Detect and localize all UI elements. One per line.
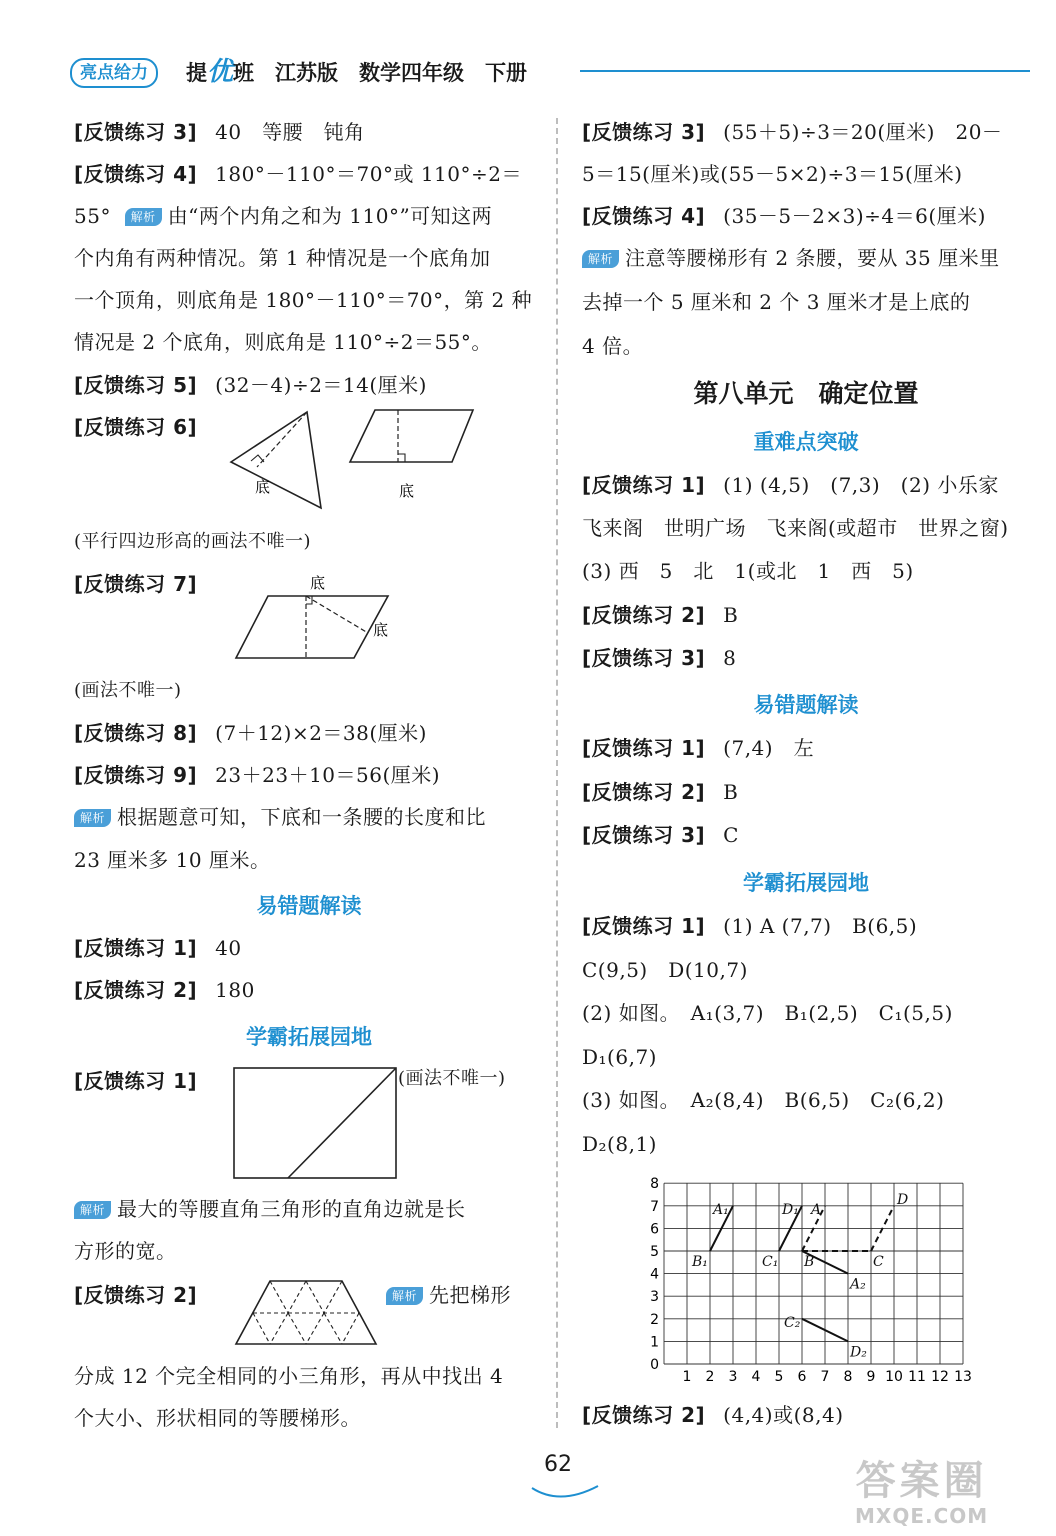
base-label: 底 bbox=[255, 478, 271, 496]
answer-line: [反馈练习 1] (7,4) 左 bbox=[582, 736, 815, 760]
answer-line: [反馈练习 9] 23＋23＋10＝56(厘米) bbox=[74, 763, 441, 787]
note-line: (画法不唯一) bbox=[398, 1068, 506, 1089]
point-label: D₂ bbox=[850, 1344, 867, 1361]
answer-line: [反馈练习 2] B bbox=[582, 780, 739, 804]
figure-heights-triangle-parallelogram bbox=[225, 408, 485, 513]
answer-line: [反馈练习 2] B bbox=[582, 603, 739, 627]
x-tick-label: 6 bbox=[797, 1369, 807, 1385]
analysis-line: 解析 最大的等腰直角三角形的直角边就是长 bbox=[74, 1194, 466, 1224]
text-line: 个大小、形状相同的等腰梯形。 bbox=[74, 1406, 361, 1430]
y-tick-label: 5 bbox=[650, 1244, 659, 1260]
y-tick-label: 2 bbox=[650, 1311, 659, 1328]
answer-line: [反馈练习 1] bbox=[74, 1069, 198, 1093]
y-tick-label: 8 bbox=[650, 1176, 659, 1193]
section-heading: 重难点突破 bbox=[753, 430, 859, 454]
column-divider bbox=[556, 118, 558, 1428]
book-title: 提优班 江苏版 数学四年级 下册 bbox=[186, 57, 528, 87]
answer-line: [反馈练习 3] (55＋5)÷3＝20(厘米) 20－ bbox=[582, 120, 1003, 144]
answer-line: [反馈练习 1] (1) (4,5) (7,3) (2) 小乐家 bbox=[582, 473, 999, 497]
x-tick-label: 13 bbox=[954, 1369, 972, 1385]
figure-rectangle-triangle bbox=[232, 1066, 398, 1180]
x-tick-label: 9 bbox=[866, 1369, 876, 1385]
text-line: 情况是 2 个底角，则底角是 110°÷2＝55°。 bbox=[74, 330, 492, 354]
x-tick-label: 12 bbox=[931, 1369, 949, 1385]
point-label: C bbox=[873, 1254, 884, 1270]
section-heading: 易错题解读 bbox=[753, 693, 859, 717]
x-tick-label: 10 bbox=[885, 1369, 903, 1385]
y-tick-label: 7 bbox=[650, 1198, 659, 1215]
y-tick-label: 4 bbox=[650, 1266, 659, 1283]
base-label: 底 bbox=[399, 482, 415, 500]
figure-trapezoid-triangles bbox=[234, 1278, 378, 1348]
text-line: C(9,5) D(10,7) bbox=[582, 958, 748, 982]
point-label: B₁ bbox=[692, 1254, 708, 1270]
point-label: C₁ bbox=[762, 1254, 779, 1270]
x-tick-label: 11 bbox=[908, 1369, 926, 1385]
text-line: (3) 如图。 A₂(8,4) B(6,5) C₂(6,2) bbox=[582, 1088, 945, 1112]
point-label: D₁ bbox=[782, 1201, 799, 1218]
x-tick-label: 5 bbox=[774, 1369, 784, 1385]
figure-parallelogram-heights bbox=[230, 570, 420, 665]
answer-line: [反馈练习 5] (32－4)÷2＝14(厘米) bbox=[74, 373, 427, 397]
x-tick-label: 2 bbox=[705, 1369, 715, 1385]
answer-line: [反馈练习 2] 180 bbox=[74, 978, 255, 1002]
page-swoosh bbox=[530, 1484, 600, 1504]
text-line: 分成 12 个完全相同的小三角形，再从中找出 4 bbox=[74, 1364, 504, 1388]
analysis-line: 解析 根据题意可知，下底和一条腰的长度和比 bbox=[74, 802, 486, 832]
point-label: A₁ bbox=[713, 1201, 729, 1218]
watermark-text: 答案圈 bbox=[855, 1458, 988, 1504]
coordinate-grid bbox=[646, 1174, 986, 1388]
point-label: A₂ bbox=[850, 1276, 866, 1293]
x-tick-label: 8 bbox=[843, 1369, 853, 1385]
page-header bbox=[70, 56, 1030, 92]
analysis-badge: 解析 bbox=[125, 208, 162, 226]
text-line: D₁(6,7) bbox=[582, 1045, 657, 1069]
text-line: (3) 西 5 北 1(或北 1 西 5) bbox=[582, 559, 914, 583]
analysis-badge: 解析 bbox=[74, 809, 111, 827]
brand-badge: 亮点给力 bbox=[70, 58, 158, 88]
answer-line: [反馈练习 6] bbox=[74, 415, 198, 439]
page-number: 62 bbox=[544, 1452, 572, 1477]
answer-line: [反馈练习 3] 8 bbox=[582, 646, 737, 670]
y-tick-label: 0 bbox=[650, 1357, 659, 1373]
text-line: 4 倍。 bbox=[582, 334, 644, 358]
text-line: (2) 如图。 A₁(3,7) B₁(2,5) C₁(5,5) bbox=[582, 1001, 953, 1025]
base-label: 底 bbox=[310, 574, 326, 592]
answer-line: [反馈练习 4] 180°－110°＝70°或 110°÷2＝ bbox=[74, 162, 522, 186]
analysis-badge: 解析 bbox=[386, 1287, 423, 1305]
answer-line: 55° 解析 由“两个内角之和为 110°”可知这两 bbox=[74, 204, 493, 228]
y-tick-label: 6 bbox=[650, 1221, 659, 1238]
x-tick-label: 4 bbox=[751, 1369, 761, 1385]
answer-line: [反馈练习 3] C bbox=[582, 823, 739, 847]
text-line: 5＝15(厘米)或(55－5×2)÷3＝15(厘米) bbox=[582, 162, 963, 186]
point-label: C₂ bbox=[784, 1314, 801, 1331]
x-tick-label: 1 bbox=[682, 1369, 692, 1385]
watermark bbox=[855, 1458, 988, 1528]
section-heading: 学霸拓展园地 bbox=[246, 1025, 372, 1049]
text-line: 个内角有两种情况。第 1 种情况是一个底角加 bbox=[74, 246, 491, 270]
x-tick-label: 3 bbox=[728, 1369, 738, 1385]
text-line: 飞来阁 世明广场 飞来阁(或超市 世界之窗) bbox=[582, 516, 1009, 540]
x-tick-label: 7 bbox=[820, 1369, 830, 1385]
text-line: 去掉一个 5 厘米和 2 个 3 厘米才是上底的 bbox=[582, 290, 971, 314]
point-label: D bbox=[897, 1191, 909, 1208]
watermark-url: MXQE.COM bbox=[855, 1504, 989, 1528]
analysis-line: 解析 注意等腰梯形有 2 条腰，要从 35 厘米里 bbox=[582, 243, 1000, 273]
analysis-badge: 解析 bbox=[582, 250, 619, 268]
base-label: 底 bbox=[373, 621, 389, 639]
text-line: 23 厘米多 10 厘米。 bbox=[74, 848, 271, 872]
answer-line: [反馈练习 2] (4,4)或(8,4) bbox=[582, 1403, 844, 1427]
y-tick-label: 3 bbox=[650, 1289, 659, 1306]
section-heading: 学霸拓展园地 bbox=[743, 871, 869, 895]
answer-line: [反馈练习 3] 40 等腰 钝角 bbox=[74, 120, 365, 144]
text-line: 方形的宽。 bbox=[74, 1239, 177, 1263]
answer-line: [反馈练习 4] (35－5－2×3)÷4＝6(厘米) bbox=[582, 204, 986, 228]
analysis-line: 解析 先把梯形 bbox=[386, 1280, 511, 1310]
answer-line: [反馈练习 1] (1) A (7,7) B(6,5) bbox=[582, 914, 918, 938]
note-line: (平行四边形高的画法不唯一) bbox=[74, 531, 312, 552]
point-label: B bbox=[804, 1254, 815, 1270]
note-line: (画法不唯一) bbox=[74, 680, 182, 701]
answer-line: [反馈练习 8] (7＋12)×2＝38(厘米) bbox=[74, 721, 427, 745]
point-label: A bbox=[811, 1201, 822, 1218]
answer-line: [反馈练习 1] 40 bbox=[74, 936, 242, 960]
answer-line: [反馈练习 2] bbox=[74, 1283, 198, 1307]
title-you: 优 bbox=[207, 57, 234, 87]
text-line: D₂(8,1) bbox=[582, 1132, 657, 1156]
y-tick-label: 1 bbox=[650, 1334, 659, 1351]
unit-title: 第八单元 确定位置 bbox=[693, 379, 919, 408]
text-line: 一个顶角，则底角是 180°－110°＝70°，第 2 种 bbox=[74, 288, 533, 312]
answer-line: [反馈练习 7] bbox=[74, 572, 198, 596]
header-rule bbox=[580, 70, 1030, 72]
section-heading: 易错题解读 bbox=[256, 894, 362, 918]
analysis-badge: 解析 bbox=[74, 1201, 111, 1219]
